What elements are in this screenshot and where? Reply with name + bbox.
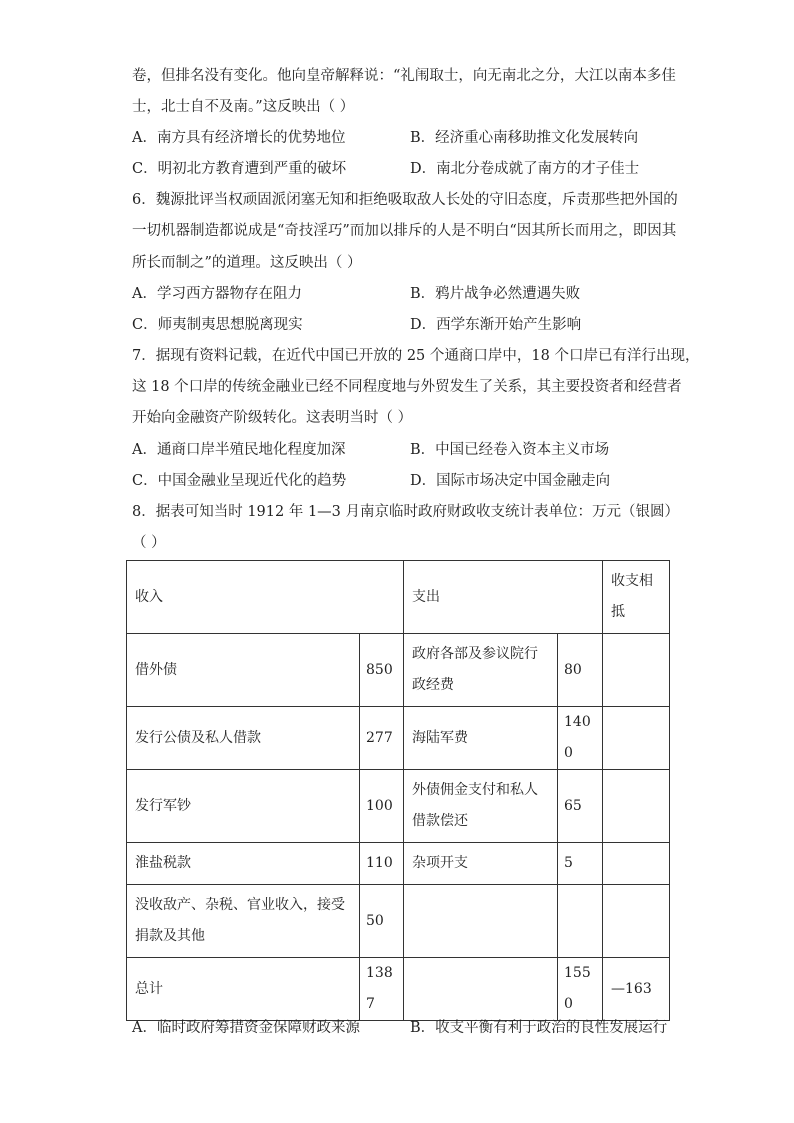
q5-option-d[interactable]: D．南北分卷成就了南方的才子佳士 [410, 161, 640, 177]
expense-value: 80 [558, 634, 603, 707]
q6-option-a[interactable]: A．学习西方器物存在阻力 [132, 286, 302, 302]
q6-line-2: 一切机器制造都说成是“奇技淫巧”而加以排斥的人是不明白“因其所长而用之，即因其 [132, 223, 677, 239]
expense-item: 政府各部及参议院行政经费 [404, 634, 558, 707]
expense-item: 外债佣金支付和私人借款偿还 [404, 770, 558, 843]
table-row [127, 770, 670, 843]
header-income: 收入 [127, 561, 404, 634]
finance-table [126, 560, 670, 1021]
expense-item: 杂项开支 [404, 843, 558, 885]
income-item: 发行军钞 [127, 770, 360, 843]
q8-line-1: 8．据表可知当时 1912 年 1—3 月南京临时政府财政收支统计表单位：万元（银圆） [132, 504, 680, 520]
income-value: 100 [360, 770, 404, 843]
q8-option-a[interactable]: A．临时政府筹措资金保障财政来源 [132, 1020, 360, 1036]
q7-option-a[interactable]: A．通商口岸半殖民地化程度加深 [132, 442, 346, 458]
income-item: 淮盐税款 [127, 843, 360, 885]
expense-value: 1400 [558, 707, 603, 770]
q7-option-d[interactable]: D．国际市场决定中国金融走向 [410, 473, 611, 489]
q5-option-a[interactable]: A．南方具有经济增长的优势地位 [132, 130, 346, 146]
table-row-total [127, 958, 670, 1021]
table-row [127, 707, 670, 770]
q7-line-3: 开始向金融资产阶级转化。这表明当时（ ） [132, 410, 413, 426]
income-item: 没收敌产、杂税、官业收入，接受捐款及其他 [127, 885, 360, 958]
balance-value [603, 843, 670, 885]
q6-option-d[interactable]: D．西学东渐开始产生影响 [410, 317, 582, 333]
expense-item: 海陆军费 [404, 707, 558, 770]
balance-value [603, 770, 670, 843]
q6-line-3: 所长而制之”的道理。这反映出（ ） [132, 255, 362, 271]
table-row [127, 843, 670, 885]
expense-item [404, 885, 558, 958]
balance-value [603, 707, 670, 770]
q7-option-c[interactable]: C．中国金融业呈现近代化的趋势 [132, 473, 347, 489]
header-expense: 支出 [404, 561, 603, 634]
expense-value: 1550 [558, 958, 603, 1021]
expense-value: 5 [558, 843, 603, 885]
balance-value [603, 634, 670, 707]
table-row [127, 885, 670, 958]
q5-line-2: 士，北士自不及南。”这反映出（ ） [132, 99, 355, 115]
income-value: 850 [360, 634, 404, 707]
balance-value [603, 885, 670, 958]
expense-value [558, 885, 603, 958]
header-balance: 收支相抵 [603, 561, 670, 634]
q5-option-c[interactable]: C．明初北方教育遭到严重的破坏 [132, 161, 347, 177]
q6-option-b[interactable]: B．鸦片战争必然遭遇失败 [410, 286, 581, 302]
income-item: 总计 [127, 958, 360, 1021]
q7-option-b[interactable]: B．中国已经卷入资本主义市场 [410, 442, 610, 458]
q5-line-1: 卷，但排名没有变化。他向皇帝解释说：“礼闱取士，向无南北之分，大江以南本多佳 [132, 68, 676, 84]
balance-value: —163 [603, 958, 670, 1021]
table-row [127, 634, 670, 707]
q7-line-2: 这 18 个口岸的传统金融业已经不同程度地与外贸发生了关系，其主要投资者和经营者 [132, 379, 682, 395]
q6-line-1: 6．魏源批评当权顽固派闭塞无知和拒绝吸取敌人长处的守旧态度，斥责那些把外国的 [132, 192, 678, 208]
income-value: 110 [360, 843, 404, 885]
income-value: 50 [360, 885, 404, 958]
expense-item [404, 958, 558, 1021]
income-item: 借外债 [127, 634, 360, 707]
expense-value: 65 [558, 770, 603, 843]
q8-line-2: （ ） [132, 535, 166, 551]
table-header-row [127, 561, 670, 634]
income-value: 1387 [360, 958, 404, 1021]
q6-option-c[interactable]: C．师夷制夷思想脱离现实 [132, 317, 303, 333]
q7-line-1: 7．据现有资料记载，在近代中国已开放的 25 个通商口岸中，18 个口岸已有洋行出现， [132, 348, 700, 364]
income-value: 277 [360, 707, 404, 770]
q5-option-b[interactable]: B．经济重心南移助推文化发展转向 [410, 130, 639, 146]
income-item: 发行公债及私人借款 [127, 707, 360, 770]
q8-option-b[interactable]: B．收支平衡有利于政治的良性发展运行 [410, 1020, 668, 1036]
